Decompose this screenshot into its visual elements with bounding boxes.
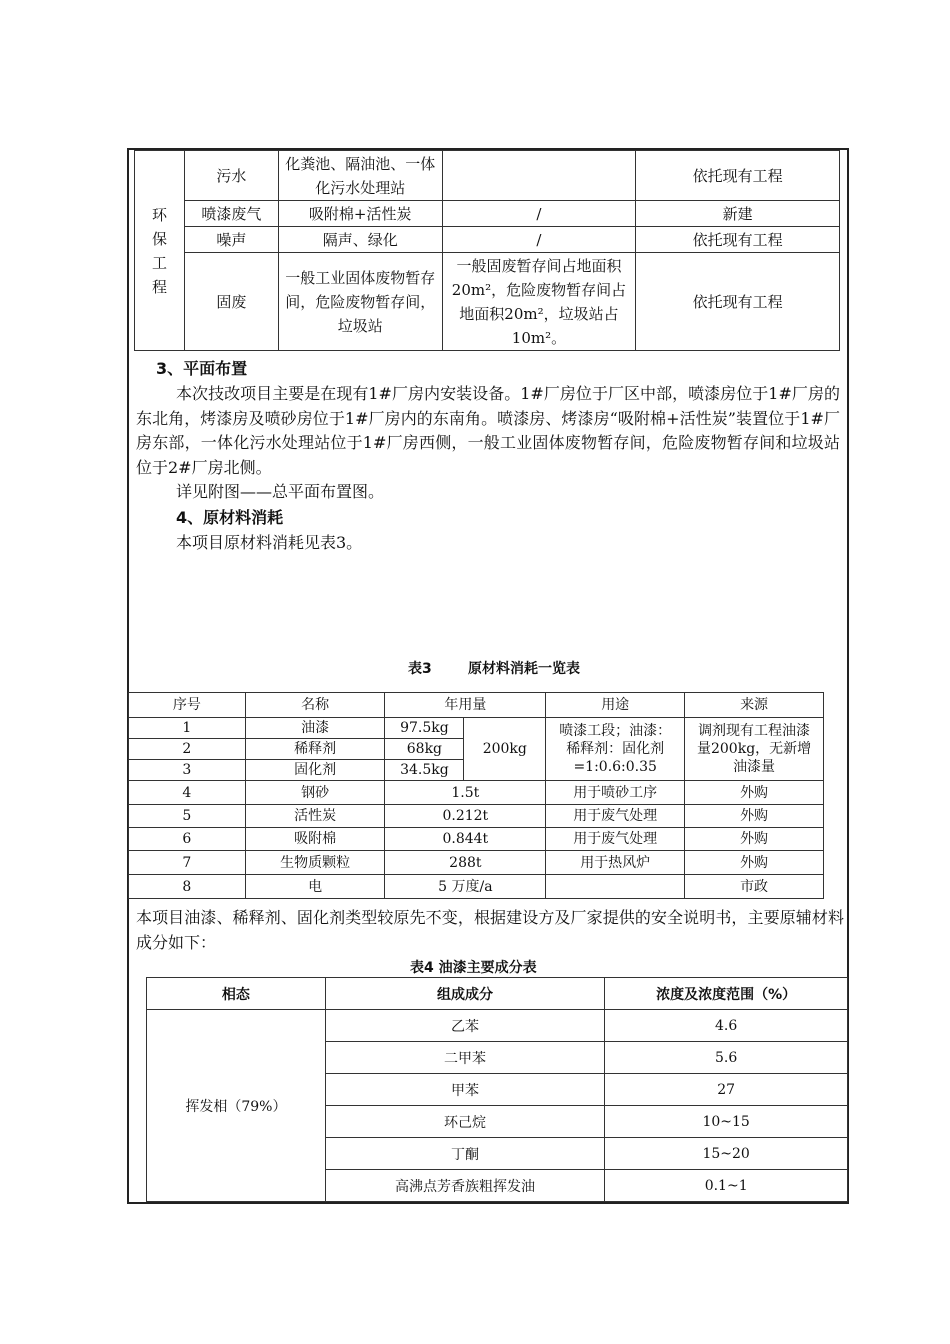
table4-caption: 表4 油漆主要成分表 — [410, 960, 537, 976]
row-amount: 97.5kg — [385, 718, 464, 739]
component-cell: 丁酮 — [325, 1138, 605, 1170]
row-source: 市政 — [685, 875, 824, 899]
note-cell: 依托现有工程 — [636, 151, 840, 201]
row-no: 2 — [129, 739, 246, 760]
row-no: 8 — [129, 875, 246, 899]
note-cell: 依托现有工程 — [636, 253, 840, 351]
section4-heading: 4、原材料消耗 — [176, 508, 284, 527]
row-name: 电 — [245, 875, 385, 899]
row-amount: 288t — [385, 851, 546, 875]
component-cell: 乙苯 — [325, 1010, 605, 1042]
value-cell: 15~20 — [605, 1138, 848, 1170]
phase-cell: 挥发相（79%） — [147, 1010, 326, 1202]
row-name: 吸附棉 — [245, 828, 385, 851]
row-source: 外购 — [685, 851, 824, 875]
header-no: 序号 — [129, 693, 246, 718]
row-source: 外购 — [685, 781, 824, 805]
row-amount: 5 万度/a — [385, 875, 546, 899]
row-amount: 0.844t — [385, 828, 546, 851]
section4-paragraph: 本项目原材料消耗见表3。 — [176, 533, 363, 552]
table-row — [135, 227, 840, 253]
measure-cell: 化粪池、隔油池、一体化污水处理站 — [278, 151, 442, 201]
table-row — [129, 851, 824, 875]
row-use: 用于废气处理 — [546, 828, 685, 851]
header-component: 组成成分 — [325, 978, 605, 1010]
value-cell: 27 — [605, 1074, 848, 1106]
section3-paragraph: 本次技改项目主要是在现有1#厂房内安装设备。1#厂房位于厂区中部，喷漆房位于1#厂房的东北角，烤漆房及喷砂房位于1#厂房内的东南角。喷漆房、烤漆房“吸附棉+活性炭”装置位于1#厂房东部，一体化污水处理站位于1#厂房西侧，一般工业固体废物暂存间，危险废物暂存间和垃圾站位于2#厂房北侧。 — [136, 384, 840, 477]
scale-cell: / — [442, 201, 636, 227]
table-row — [135, 151, 840, 201]
scale-cell: / — [442, 227, 636, 253]
row-amount: 0.212t — [385, 805, 546, 828]
section3-heading: 3、平面布置 — [156, 359, 248, 378]
table-row — [147, 1010, 848, 1042]
table3-caption-title: 原材料消耗一览表 — [468, 661, 580, 677]
header-amount: 年用量 — [385, 693, 546, 718]
table-row — [129, 718, 824, 739]
row-use: 用于喷砂工序 — [546, 781, 685, 805]
table-row — [129, 781, 824, 805]
row-name: 生物质颗粒 — [245, 851, 385, 875]
row-source: 外购 — [685, 805, 824, 828]
ingredients-intro: 本项目油漆、稀释剂、固化剂类型较原先不变，根据建设方及厂家提供的安全说明书，主要原辅材料成分如下： — [136, 908, 844, 952]
component-cell: 二甲苯 — [325, 1042, 605, 1074]
measure-cell: 隔声、绿化 — [278, 227, 442, 253]
value-cell: 0.1~1 — [605, 1170, 848, 1202]
value-cell: 4.6 — [605, 1010, 848, 1042]
row-name: 活性炭 — [245, 805, 385, 828]
row-name: 钢砂 — [245, 781, 385, 805]
header-phase: 相态 — [147, 978, 326, 1010]
table3-caption-number: 表3 — [408, 661, 432, 677]
scale-cell: 一般固废暂存间占地面积20m²，危险废物暂存间占地面积20m²，垃圾站占10m²。 — [442, 253, 636, 351]
item-cell: 污水 — [184, 151, 278, 201]
scale-cell — [442, 151, 636, 201]
table-row — [129, 875, 824, 899]
note-cell: 新建 — [636, 201, 840, 227]
measure-cell: 吸附棉+活性炭 — [278, 201, 442, 227]
row-use: 用于热风炉 — [546, 851, 685, 875]
value-cell: 10~15 — [605, 1106, 848, 1138]
component-cell: 环己烷 — [325, 1106, 605, 1138]
row-amount: 34.5kg — [385, 760, 464, 781]
paint-use: 喷漆工段；油漆：稀释剂：固化剂=1:0.6:0.35 — [546, 718, 685, 781]
note-cell: 依托现有工程 — [636, 227, 840, 253]
header-concentration: 浓度及浓度范围（%） — [605, 978, 848, 1010]
raw-materials-table — [128, 692, 824, 899]
table-row — [135, 253, 840, 351]
table-row — [129, 828, 824, 851]
paint-total: 200kg — [464, 718, 546, 781]
row-no: 3 — [129, 760, 246, 781]
table-row — [129, 805, 824, 828]
env-protection-table — [134, 150, 840, 351]
row-source: 外购 — [685, 828, 824, 851]
measure-cell: 一般工业固体废物暂存间，危险废物暂存间，垃圾站 — [278, 253, 442, 351]
row-use: 用于废气处理 — [546, 805, 685, 828]
item-cell: 固废 — [184, 253, 278, 351]
row-name: 固化剂 — [245, 760, 385, 781]
row-amount: 68kg — [385, 739, 464, 760]
row-amount: 1.5t — [385, 781, 546, 805]
row-no: 1 — [129, 718, 246, 739]
header-use: 用途 — [546, 693, 685, 718]
row-no: 5 — [129, 805, 246, 828]
table-row — [135, 201, 840, 227]
row-use — [546, 875, 685, 899]
section3-reference: 详见附图——总平面布置图。 — [176, 482, 385, 501]
row-no: 4 — [129, 781, 246, 805]
component-cell: 甲苯 — [325, 1074, 605, 1106]
item-cell: 噪声 — [184, 227, 278, 253]
header-source: 来源 — [685, 693, 824, 718]
table-header-row — [129, 693, 824, 718]
table-header-row — [147, 978, 848, 1010]
group-label: 环保工程 — [135, 151, 185, 351]
header-name: 名称 — [245, 693, 385, 718]
row-no: 7 — [129, 851, 246, 875]
item-cell: 喷漆废气 — [184, 201, 278, 227]
row-name: 稀释剂 — [245, 739, 385, 760]
paint-source: 调剂现有工程油漆量200kg，无新增油漆量 — [685, 718, 824, 781]
row-name: 油漆 — [245, 718, 385, 739]
value-cell: 5.6 — [605, 1042, 848, 1074]
component-cell: 高沸点芳香族粗挥发油 — [325, 1170, 605, 1202]
row-no: 6 — [129, 828, 246, 851]
paint-components-table — [146, 977, 848, 1202]
